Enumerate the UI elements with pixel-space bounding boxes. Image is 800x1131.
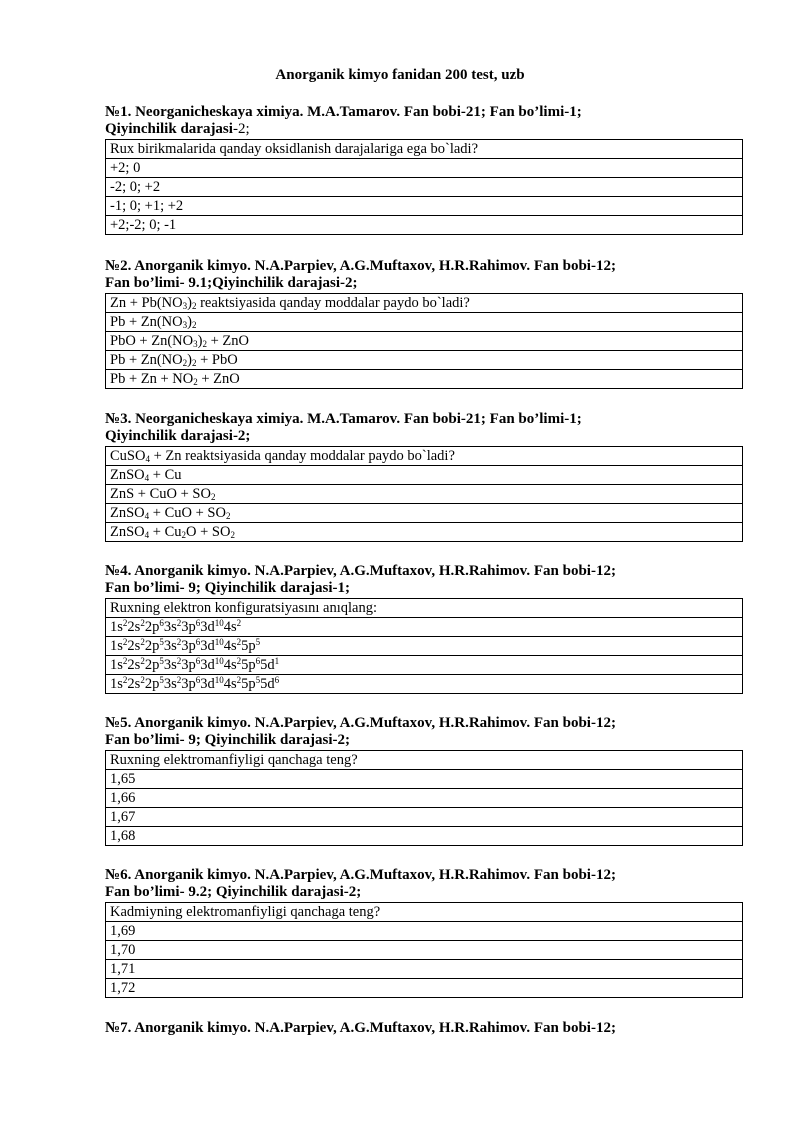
question-text: CuSO$_4$ + Zn reaktsiyasida qanday moddalar paydo bo`ladi? — [106, 447, 743, 466]
answer-row — [106, 960, 743, 979]
answer-row — [106, 656, 743, 675]
question-heading-line1: №2. Anorganik kimyo. N.A.Parpiev, A.G.Muftaxov, H.R.Rahimov. Fan bobi-12; — [105, 258, 616, 274]
question-block-4 — [105, 563, 743, 694]
question-block-7 — [105, 1020, 743, 1037]
answer-option: $1s^22s^22p^53s^23p^63d^{10}4s^25p^65d^1$ — [106, 656, 743, 675]
answer-row — [106, 808, 743, 827]
question-block-5 — [105, 715, 743, 846]
answer-row — [106, 485, 743, 504]
answer-option: +2; 0 — [106, 159, 743, 178]
question-table — [105, 446, 743, 542]
question-text: $Zn + Pb(NO_3)_2$ reaktsiyasida qanday moddalar paydo bo`ladi? — [106, 294, 743, 313]
question-heading-line2: Qiyinchilik darajasi-2; — [105, 428, 251, 444]
question-table — [105, 598, 743, 694]
answer-row — [106, 675, 743, 694]
question-heading-line2: Fan bo’limi- 9.1;Qiyinchilik darajasi-2; — [105, 275, 358, 291]
answer-row — [106, 370, 743, 389]
answer-row — [106, 351, 743, 370]
answer-option: $1s^22s^22p^53s^23p^63d^{10}4s^25p^55d^6$ — [106, 675, 743, 694]
answer-option: 1,70 — [106, 941, 743, 960]
difficulty-value: -2; — [232, 121, 250, 137]
answer-row — [106, 941, 743, 960]
document-title: Anorganik kimyo fanidan 200 test, uzb — [275, 67, 525, 83]
answer-option: 1,68 — [106, 827, 743, 846]
answer-row — [106, 313, 743, 332]
question-row — [106, 751, 743, 770]
answer-option: 1,67 — [106, 808, 743, 827]
answer-row — [106, 216, 743, 235]
question-heading-line2: Fan bo’limi- 9; Qiyinchilik darajasi-2; — [105, 732, 351, 748]
question-heading-line2: Fan bo’limi- 9.2; Qiyinchilik darajasi-2; — [105, 884, 362, 900]
answer-row — [106, 332, 743, 351]
question-block-6 — [105, 867, 743, 998]
difficulty-label: Qiyinchilik darajasi — [105, 121, 233, 137]
question-table — [105, 750, 743, 846]
question-heading-line2: Fan bo’limi- 9; Qiyinchilik darajasi-1; — [105, 580, 351, 596]
question-row — [106, 294, 743, 313]
answer-option: 1,69 — [106, 922, 743, 941]
answer-row — [106, 618, 743, 637]
question-row — [106, 140, 743, 159]
answer-row — [106, 523, 743, 542]
answer-option: PbO + $Zn(NO_3)_2$ + ZnO — [106, 332, 743, 351]
question-table — [105, 293, 743, 389]
answer-option: -1; 0; +1; +2 — [106, 197, 743, 216]
question-heading-line1: №6. Anorganik kimyo. N.A.Parpiev, A.G.Muftaxov, H.R.Rahimov. Fan bobi-12; — [105, 867, 616, 883]
answer-option: $1s^22s^22p^53s^23p^63d^{10}4s^25p^5$ — [106, 637, 743, 656]
question-heading-line1: №4. Anorganik kimyo. N.A.Parpiev, A.G.Muftaxov, H.R.Rahimov. Fan bobi-12; — [105, 563, 616, 579]
question-heading-line2 — [105, 121, 743, 138]
answer-option: 1,72 — [106, 979, 743, 998]
answer-option: ZnSO$_4$ + CuO + $SO_2$ — [106, 504, 743, 523]
question-row — [106, 903, 743, 922]
question-table — [105, 139, 743, 235]
answer-row — [106, 637, 743, 656]
question-table — [105, 902, 743, 998]
answer-option: $Pb + Zn(NO_3)_2$ — [106, 313, 743, 332]
answer-row — [106, 466, 743, 485]
question-block-2 — [105, 258, 743, 389]
question-text: Kadmiyning elektromanfiyligi qanchaga teng? — [106, 903, 743, 922]
answer-row — [106, 979, 743, 998]
answer-option: 1,65 — [106, 770, 743, 789]
question-text: Ruxning elektromanfiyligi qanchaga teng? — [106, 751, 743, 770]
answer-option: ZnSO$_4$ + Cu — [106, 466, 743, 485]
question-text: Ruxning elektron konfiguratsiyasını anıqlang: — [106, 599, 743, 618]
answer-option: 1,71 — [106, 960, 743, 979]
answer-row — [106, 504, 743, 523]
question-block-3 — [105, 411, 743, 542]
answer-option: ZnSO$_4$ + $Cu_2O + SO_2$ — [106, 523, 743, 542]
answer-option: $1s^22s^22p^63s^23p^63d^{10}4s^2$ — [106, 618, 743, 637]
answer-option: $Pb + Zn + NO_2$ + ZnO — [106, 370, 743, 389]
question-heading-line1: №5. Anorganik kimyo. N.A.Parpiev, A.G.Muftaxov, H.R.Rahimov. Fan bobi-12; — [105, 715, 616, 731]
answer-row — [106, 197, 743, 216]
answer-option: +2;-2; 0; -1 — [106, 216, 743, 235]
answer-row — [106, 827, 743, 846]
question-row — [106, 447, 743, 466]
answer-row — [106, 178, 743, 197]
answer-row — [106, 922, 743, 941]
answer-row — [106, 770, 743, 789]
answer-row — [106, 159, 743, 178]
question-row — [106, 599, 743, 618]
question-block-1 — [105, 104, 743, 235]
question-text: Rux birikmalarida qanday oksidlanish darajalariga ega bo`ladi? — [106, 140, 743, 159]
question-heading-line1: №1. Neorganicheskaya ximiya. M.A.Tamarov. Fan bobi-21; Fan bo’limi-1; — [105, 104, 582, 120]
answer-row — [106, 789, 743, 808]
answer-option: -2; 0; +2 — [106, 178, 743, 197]
answer-option: $Pb + Zn(NO_2)_2$ + PbO — [106, 351, 743, 370]
question-heading-line1: №7. Anorganik kimyo. N.A.Parpiev, A.G.Muftaxov, H.R.Rahimov. Fan bobi-12; — [105, 1020, 616, 1036]
answer-option: ZnS + CuO + $SO_2$ — [106, 485, 743, 504]
answer-option: 1,66 — [106, 789, 743, 808]
question-heading-line1: №3. Neorganicheskaya ximiya. M.A.Tamarov. Fan bobi-21; Fan bo’limi-1; — [105, 411, 582, 427]
